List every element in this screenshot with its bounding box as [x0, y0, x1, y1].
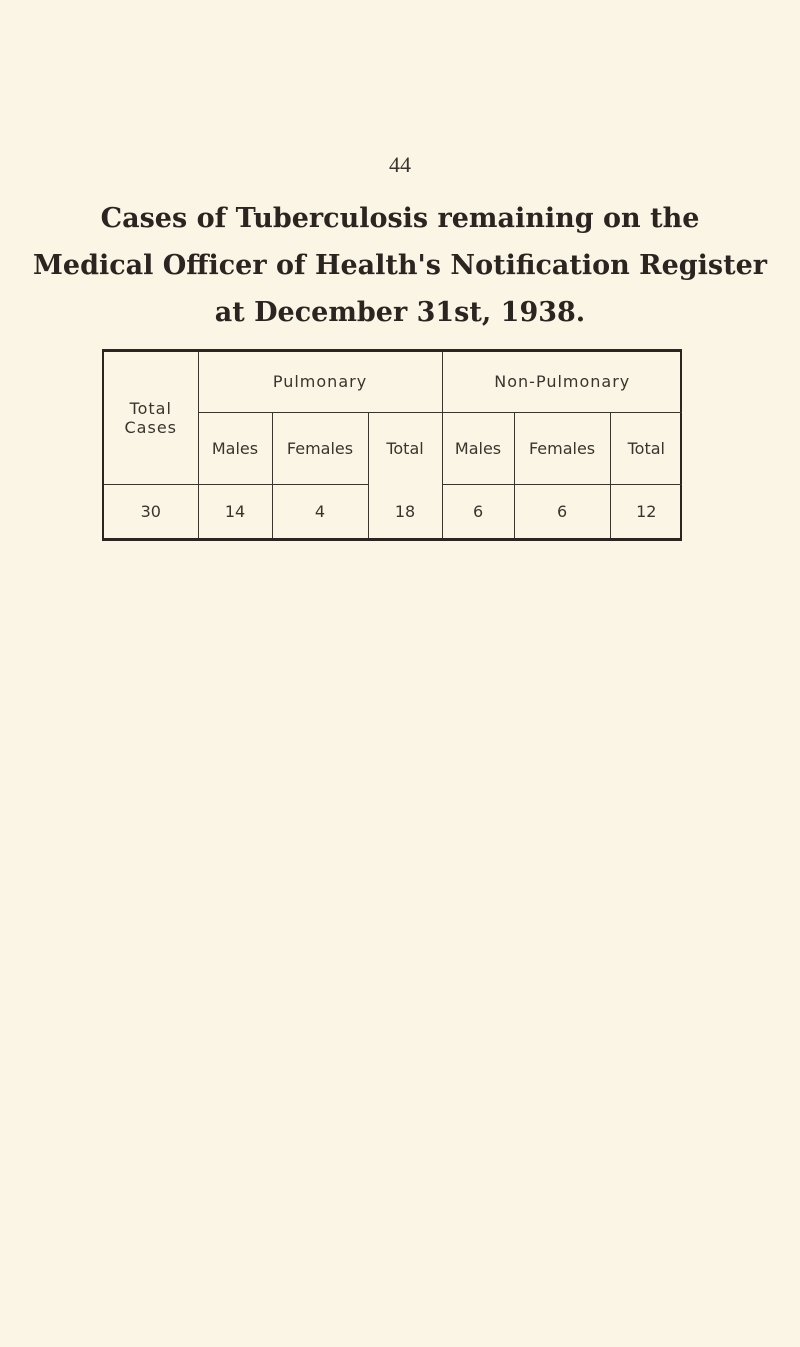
pulmonary-females-header: Females [272, 412, 368, 484]
title-line-2: Medical Officer of Health's Notification Register [33, 250, 767, 281]
page-title [0, 195, 800, 336]
non-pulmonary-header: Non-Pulmonary [442, 352, 682, 412]
tuberculosis-table [102, 349, 682, 541]
non-pulmonary-males-header: Males [442, 412, 514, 484]
pulmonary-total-header: Total [368, 412, 442, 484]
pulmonary-header: Pulmonary [198, 352, 442, 412]
total-cases-value: 30 [140, 501, 161, 521]
title-line-1: Cases of Tuberculosis remaining on the [100, 203, 700, 234]
total-cases-header [104, 352, 198, 484]
non-pulmonary-total-header: Total [610, 412, 682, 484]
non-pulmonary-females-header: Females [514, 412, 610, 484]
pulmonary-females-value: 4 [272, 484, 368, 538]
pulmonary-males-header: Males [198, 412, 272, 484]
tuberculosis-table-grid [104, 352, 682, 538]
non-pulmonary-females-value: 6 [514, 484, 610, 538]
pulmonary-males-value: 14 [198, 484, 272, 538]
non-pulmonary-males-value: 6 [442, 484, 514, 538]
total-cases-header-line2: Cases [124, 417, 177, 437]
total-cases-header-line1: Total [129, 398, 172, 418]
pulmonary-total-value: 18 [368, 484, 442, 538]
non-pulmonary-total-value: 12 [610, 484, 682, 538]
page-number: 44 [389, 152, 411, 177]
title-line-3: at December 31st, 1938. [214, 297, 586, 328]
